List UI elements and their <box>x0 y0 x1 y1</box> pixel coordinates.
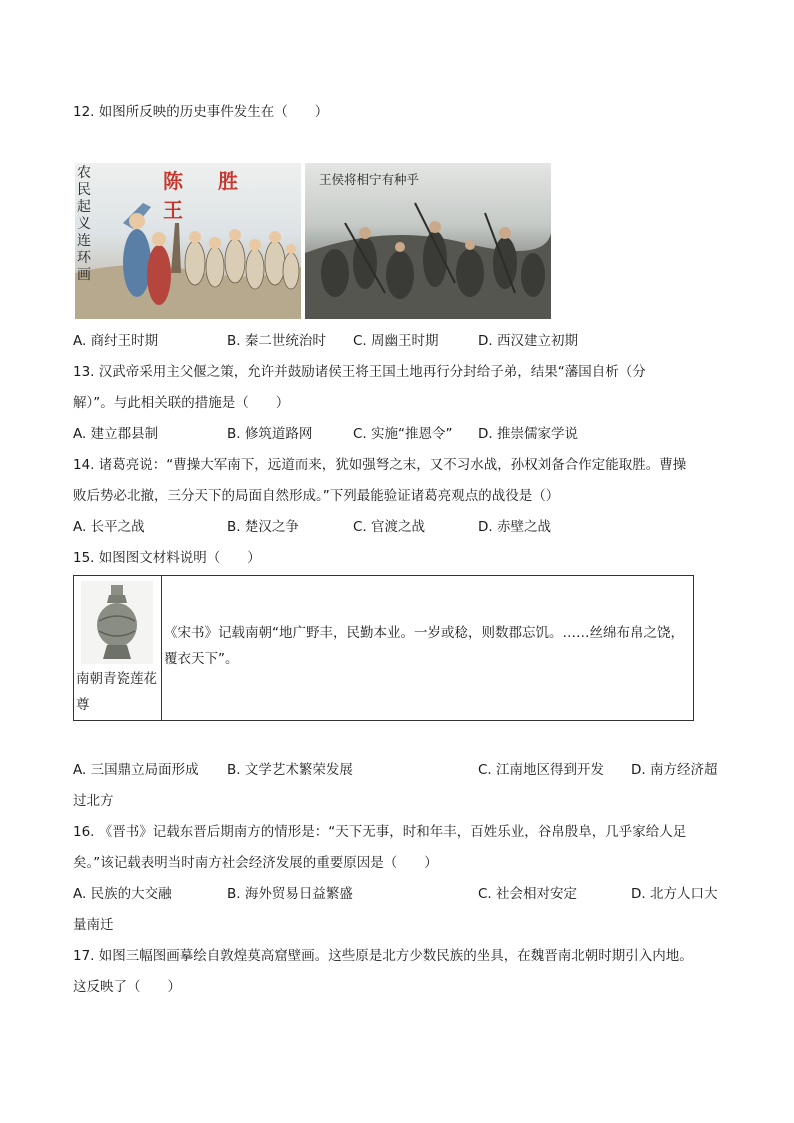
q13-option-d: D. 推崇儒家学说 <box>478 426 578 442</box>
q12-option-a: A. 商纣王时期 <box>73 333 159 349</box>
q14-stem-line2: 败后势必北撤，三分天下的局面自然形成。”下列最能验证诸葛亮观点的战役是（） <box>73 488 560 504</box>
q13-stem-line2: 解）”。与此相关联的措施是（ ） <box>73 395 290 411</box>
q16-option-d-continued: 量南迁 <box>73 917 114 933</box>
q16-stem-line1: 16. 《晋书》记载东晋后期南方的情形是：“天下无事，时和年丰，百姓乐业，谷帛殷阜，几乎家给人足 <box>73 824 687 840</box>
comic-side-caption: 农民起义连环画 <box>77 165 91 283</box>
q14-option-c: C. 官渡之战 <box>353 519 426 535</box>
q14-option-d: D. 赤壁之战 <box>478 519 551 535</box>
q15-stem: 15. 如图图文材料说明（ ） <box>73 550 261 566</box>
q12-stem: 12. 如图所反映的历史事件发生在（ ） <box>73 104 329 120</box>
q14-stem-line1: 14. 诸葛亮说：“曹操大军南下，远道而来，犹如强弩之末，又不习水战，孙权刘备合作定能取胜。曹操 <box>73 457 687 473</box>
q15-option-b: B. 文学艺术繁荣发展 <box>227 762 353 778</box>
q13-option-b: B. 修筑道路网 <box>227 426 313 442</box>
q16-option-a: A. 民族的大交融 <box>73 886 172 902</box>
q16-option-c: C. 社会相对安定 <box>478 886 578 902</box>
q14-option-a: A. 长平之战 <box>73 519 145 535</box>
q17-stem-line1: 17. 如图三幅图画摹绘自敦煌莫高窟壁画。这些原是北方少数民族的坐具，在魏晋南北朝时期引入内地。 <box>73 948 693 964</box>
q14-option-b: B. 楚汉之争 <box>227 519 299 535</box>
vase-caption: 南朝青瓷莲花尊 <box>76 671 157 713</box>
q15-option-a: A. 三国鼎立局面形成 <box>73 762 199 778</box>
q15-option-d: D. 南方经济超 <box>631 762 718 778</box>
battle-painting-image <box>305 163 551 319</box>
q12-option-d: D. 西汉建立初期 <box>478 333 578 349</box>
q13-option-a: A. 建立郡县制 <box>73 426 159 442</box>
q13-option-c: C. 实施“推恩令” <box>353 426 453 442</box>
q12-option-b: B. 秦二世统治时 <box>227 333 326 349</box>
q13-stem-line1: 13. 汉武帝采用主父偃之策，允许并鼓励诸侯王将王国土地再行分封给子弟，结果“藩国自析（分 <box>73 364 646 380</box>
q16-stem-line2: 矣。”该记载表明当时南方社会经济发展的重要原因是（ ） <box>73 855 438 871</box>
q15-option-c: C. 江南地区得到开发 <box>478 762 605 778</box>
celadon-lotus-vase-image <box>81 581 153 664</box>
q15-material-table <box>73 575 694 721</box>
q12-option-c: C. 周幽王时期 <box>353 333 439 349</box>
chen-sheng-comic-image <box>75 163 301 319</box>
battle-caption: 王侯将相宁有种乎 <box>319 172 420 187</box>
q15-image-cell <box>74 576 162 720</box>
q15-material-text: 《宋书》记载南朝“地广野丰，民勤本业。一岁或稔，则数郡忘饥。……丝绵布帛之饶，覆衣天下”。 <box>164 625 684 667</box>
comic-title: 陈 胜 王 <box>163 169 252 222</box>
q16-option-d: D. 北方人口大 <box>631 886 718 902</box>
q16-option-b: B. 海外贸易日益繁盛 <box>227 886 353 902</box>
q15-option-d-continued: 过北方 <box>73 793 114 809</box>
q17-stem-line2: 这反映了（ ） <box>73 979 181 995</box>
